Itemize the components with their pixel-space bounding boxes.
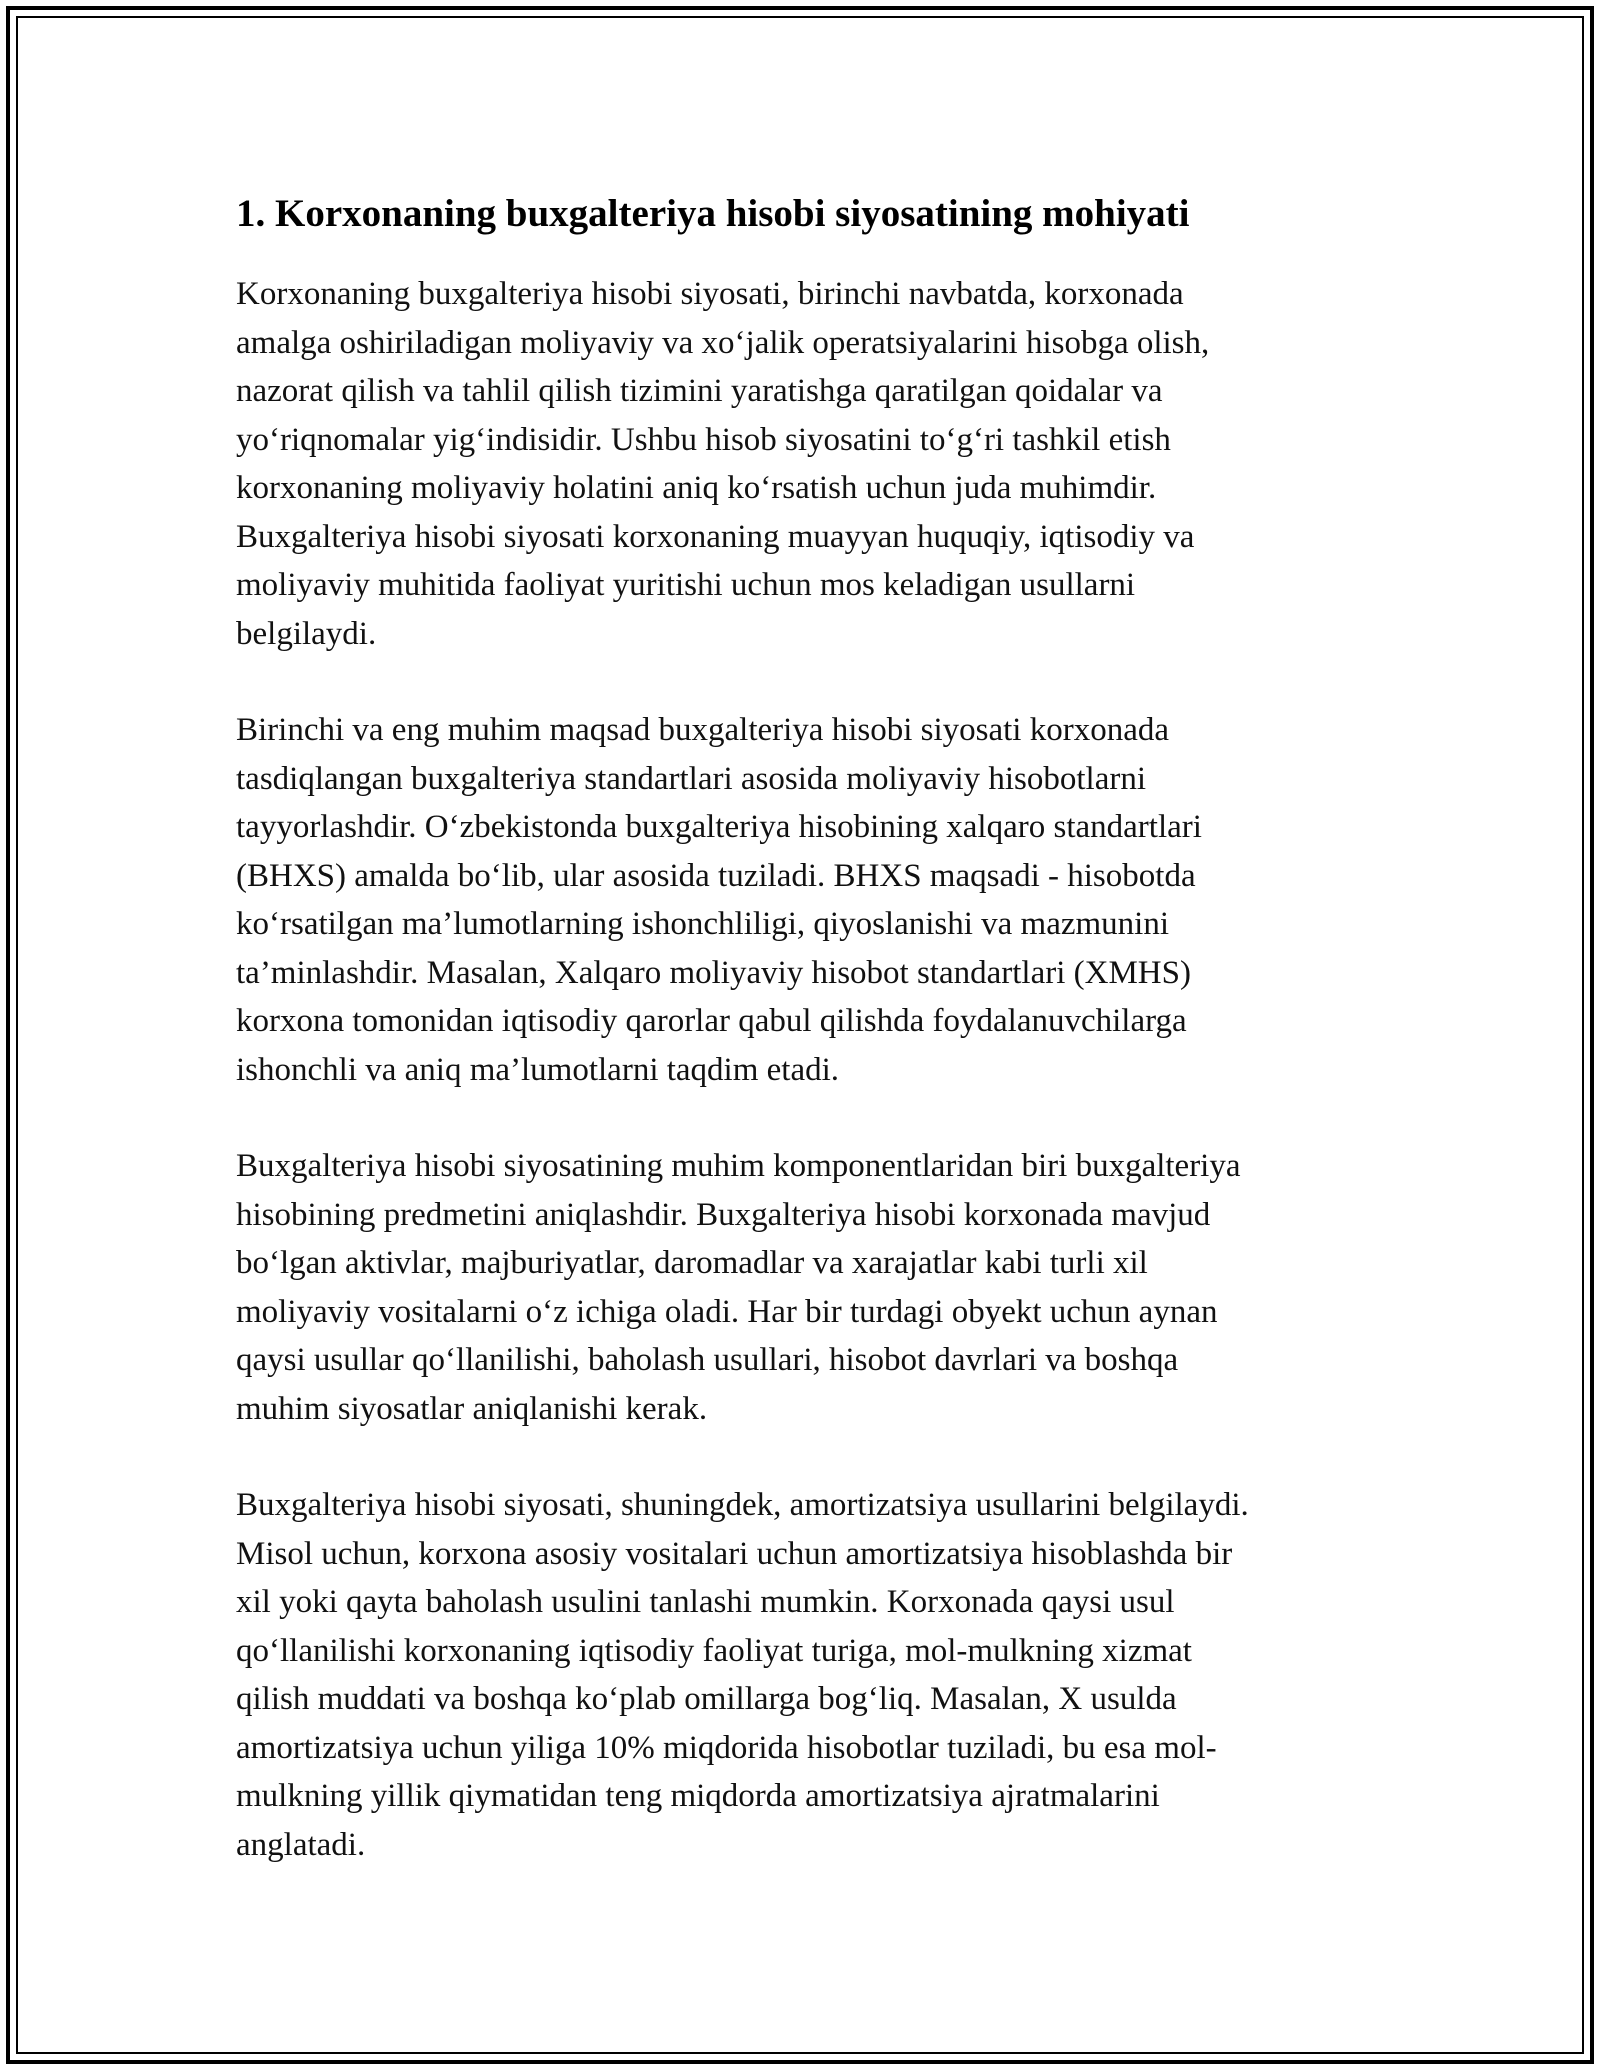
paragraph-3 — [236, 1142, 1366, 1433]
paragraph-line: hisobining predmetini aniqlashdir. Buxgalteriya hisobi korxonada mavjud — [236, 1196, 1211, 1233]
paragraph-4 — [236, 1481, 1366, 1869]
paragraph-line: belgilaydi. — [236, 615, 377, 652]
paragraph-line: nazorat qilish va tahlil qilish tizimini yaratishga qaratilgan qoidalar va — [236, 373, 1163, 409]
paragraph-line: ko‘rsatilgan ma’lumotlarning ishonchliligi, qiyoslanishi va mazmunini — [236, 906, 1170, 942]
paragraph-1 — [236, 270, 1366, 658]
paragraph-line: tasdiqlangan buxgalteriya standartlari asosida moliyaviy hisobotlarni — [236, 760, 1147, 797]
paragraph-line: muhim siyosatlar aniqlanishi kerak. — [236, 1390, 708, 1427]
paragraph-2 — [236, 706, 1366, 1094]
paragraph-line: Buxgalteriya hisobi siyosati korxonaning muayyan huquqiy, iqtisodiy va — [236, 518, 1195, 555]
paragraph-line: Misol uchun, korxona asosiy vositalari uchun amortizatsiya hisoblashda bir — [236, 1535, 1233, 1572]
paragraph-line: yo‘riqnomalar yig‘indisidir. Ushbu hisob siyosatini to‘g‘ri tashkil etish — [236, 421, 1171, 458]
paragraph-line: moliyaviy vositalarni o‘z ichiga oladi. Har bir turdagi obyekt uchun aynan — [236, 1293, 1218, 1330]
paragraph-line: anglatadi. — [236, 1826, 366, 1863]
paragraph-line: xil yoki qayta baholash usulini tanlashi mumkin. Korxonada qaysi usul — [236, 1584, 1175, 1620]
paragraph-line: ta’minlashdir. Masalan, Xalqaro moliyaviy hisobot standartlari (XMHS) — [236, 954, 1191, 991]
paragraph-line: qo‘llanilishi korxonaning iqtisodiy faoliyat turiga, mol-mulkning xizmat — [236, 1632, 1192, 1669]
paragraphs-container — [236, 270, 1366, 1869]
paragraph-line: amortizatsiya uchun yiliga 10% miqdorida hisobotlar tuziladi, bu esa mol- — [236, 1729, 1217, 1766]
paragraph-line: korxona tomonidan iqtisodiy qarorlar qabul qilishda foydalanuvchilarga — [236, 1003, 1187, 1039]
paragraph-line: ishonchli va aniq ma’lumotlarni taqdim etadi. — [236, 1051, 840, 1088]
paragraph-line: bo‘lgan aktivlar, majburiyatlar, daromadlar va xarajatlar kabi turli xil — [236, 1245, 1148, 1281]
paragraph-line: qaysi usullar qo‘llanilishi, baholash usullari, hisobot davrlari va boshqa — [236, 1342, 1179, 1378]
paragraph-line: Korxonaning buxgalteriya hisobi siyosati, birinchi navbatda, korxonada — [236, 276, 1184, 312]
paragraph-line: qilish muddati va boshqa ko‘plab omillarga bog‘liq. Masalan, X usulda — [236, 1681, 1177, 1717]
paragraph-line: amalga oshiriladigan moliyaviy va xo‘jalik operatsiyalarini hisobga olish, — [236, 324, 1210, 361]
paragraph-line: Buxgalteriya hisobi siyosatining muhim komponentlaridan biri buxgalteriya — [236, 1148, 1241, 1184]
section-heading: 1. Korxonaning buxgalteriya hisobi siyosatining mohiyati — [236, 192, 1190, 235]
paragraph-line: Buxgalteriya hisobi siyosati, shuningdek, amortizatsiya usullarini belgilaydi. — [236, 1487, 1249, 1523]
paragraph-line: tayyorlashdir. O‘zbekistonda buxgalteriya hisobining xalqaro standartlari — [236, 809, 1202, 845]
paragraph-line: mulkning yillik qiymatidan teng miqdorda amortizatsiya ajratmalarini — [236, 1778, 1160, 1814]
paragraph-line: moliyaviy muhitida faoliyat yuritishi uchun mos keladigan usullarni — [236, 567, 1136, 603]
document-body — [236, 186, 1366, 1917]
paragraph-line: (BHXS) amalda bo‘lib, ular asosida tuziladi. BHXS maqsadi - hisobotda — [236, 857, 1196, 894]
paragraph-line: Birinchi va eng muhim maqsad buxgalteriya hisobi siyosati korxonada — [236, 712, 1169, 748]
paragraph-line: korxonaning moliyaviy holatini aniq ko‘rsatish uchun juda muhimdir. — [236, 470, 1157, 506]
